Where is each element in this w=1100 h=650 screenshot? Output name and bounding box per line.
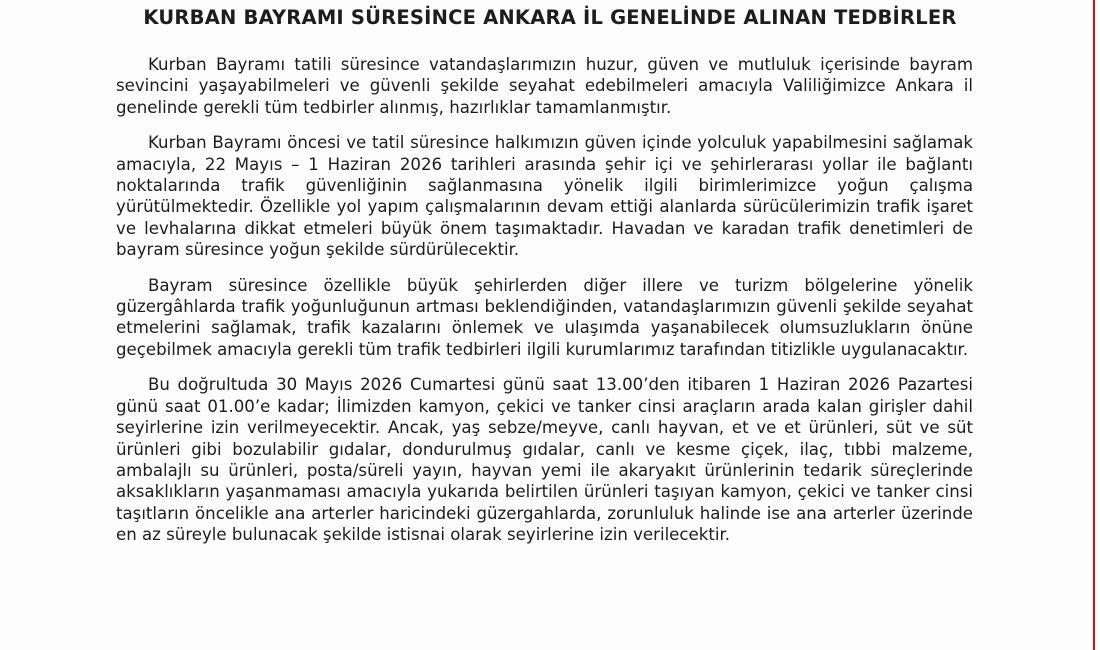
document-body [116, 54, 973, 560]
paragraph-3: Bayram süresince özellikle büyük şehirlerden diğer illere ve turizm bölgelerine yönelik güzergâhlarda trafik yoğunluğunun artması beklendiğinden, vatandaşlarımızın güvenli şekilde seyahat etmelerini sağlamak, trafik kazalarını önlemek ve ulaşımda yaşanabilecek olumsuzlukların önüne geçebilmek amacıyla gerekli tüm trafik tedbirleri ilgili kurumlarımız tarafından titizlikle uygulanacaktır. [116, 275, 973, 359]
paragraph-1: Kurban Bayramı tatili süresince vatandaşlarımızın huzur, güven ve mutluluk içerisinde bayram sevincini yaşayabilmeleri ve güvenli şekilde seyahat edebilmeleri amacıyla Valiliğimizce Ankara il genelinde gerekli tüm tedbirler alınmış, hazırlıklar tamamlanmıştır. [116, 55, 973, 117]
document-title: KURBAN BAYRAMI SÜRESİNCE ANKARA İL GENELİNDE ALINAN TEDBİRLER [143, 6, 957, 29]
red-margin-rule [1093, 0, 1095, 650]
paragraph-2: Kurban Bayramı öncesi ve tatil süresince halkımızın güven içinde yolculuk yapabilmesini sağlamak amacıyla, 22 Mayıs – 1 Haziran 2026 tarihleri arasında şehir içi ve şehirlerarası yollar ile bağlantı noktalarında trafik güvenliğinin sağlanmasına yönelik ilgili birimlerimizce yoğun çalışma yürütülmektedir. Özellikle yol yapım çalışmalarının devam ettiği alanlarda sürücülerimizin trafik işaret ve levhalarına dikkat etmeleri büyük önem taşımaktadır. Havadan ve karadan trafik denetimleri de bayram süresince yoğun şekilde sürdürülecektir. [116, 133, 973, 260]
paragraph-4: Bu doğrultuda 30 Mayıs 2026 Cumartesi günü saat 13.00’den itibaren 1 Haziran 2026 Pazartesi günü saat 01.00’e kadar; İlimizden kamyon, çekici ve tanker cinsi araçların arada kalan girişler dahil seyirlerine izin verilmeyecektir. Ancak, yaş sebze/meyve, canlı hayvan, et ve et ürünleri, süt ve süt ürünleri gibi bozulabilir gıdalar, dondurulmuş gıdalar, canlı ve kesme çiçek, ilaç, tıbbi malzeme, ambalajlı su ürünleri, posta/süreli yayın, hayvan yemi ile akaryakıt ürünlerinin tedarik süreçlerinde aksaklıkların yaşanmaması amacıyla yukarıda belirtilen ürünleri taşıyan kamyon, çekici ve tanker cinsi taşıtların öncelikle ana arterler haricindeki güzergahlarda, zorunluluk halinde ise ana arterler üzerinde en az süreyle bulunacak şekilde istisnai olarak seyirlerine izin verilecektir. [116, 375, 973, 545]
